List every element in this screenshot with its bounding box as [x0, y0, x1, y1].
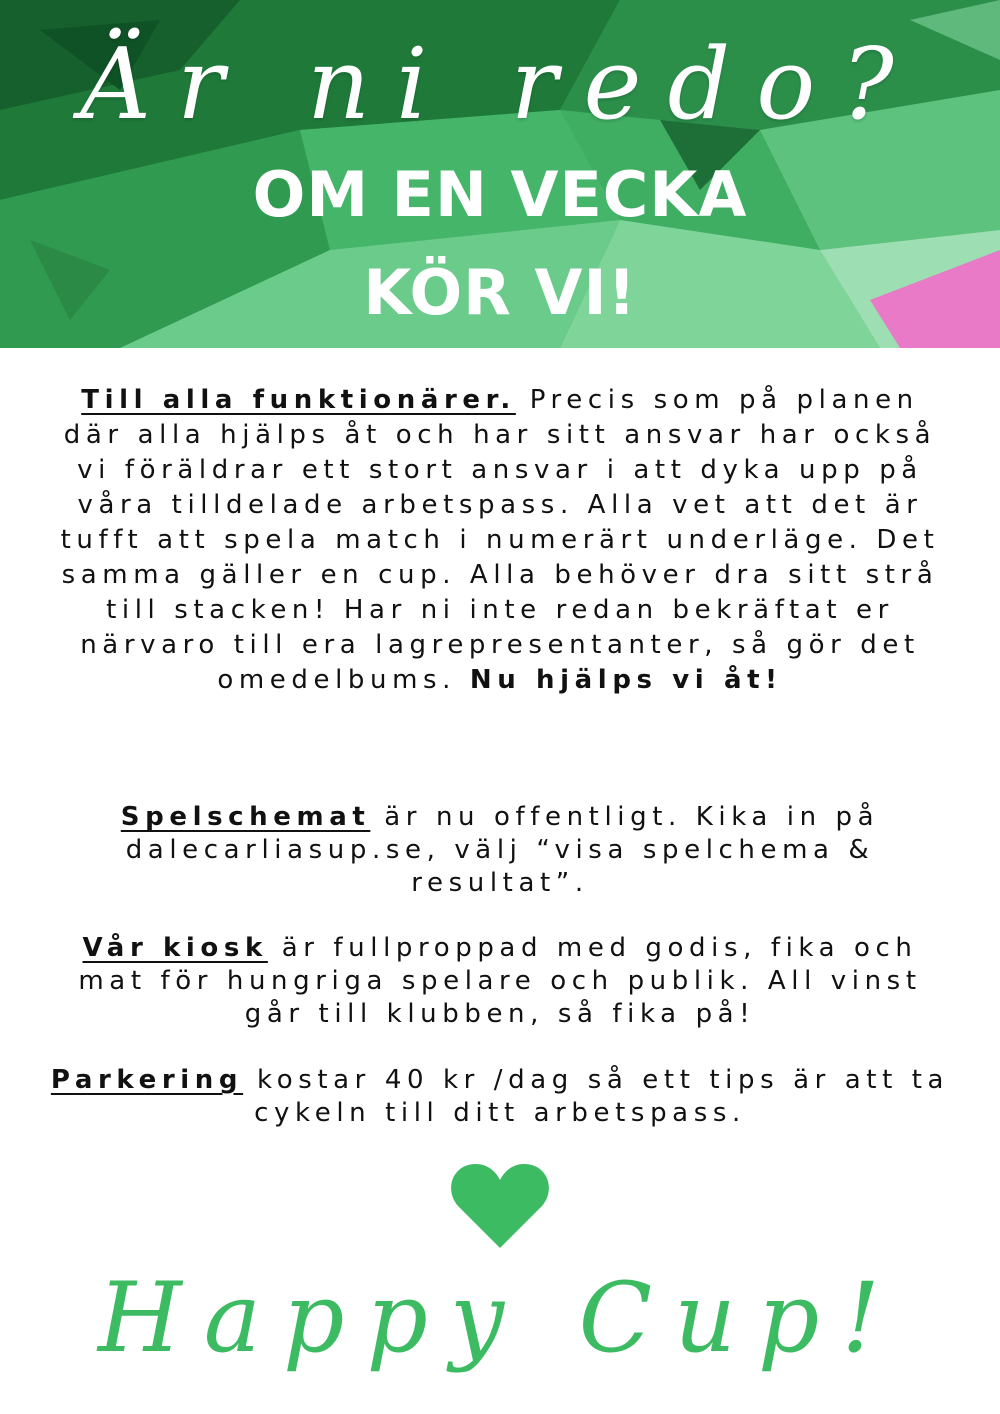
paragraph-heading: Till alla funktionärer. — [81, 385, 516, 415]
paragraph-heading: Spelschemat — [120, 802, 371, 832]
header-banner — [0, 0, 1000, 348]
paragraph-text: är fullproppad med godis, fika och mat för hungriga spelare och publik. All vinst går till klubben, så fika på! — [78, 933, 922, 1029]
footer-script: Happy Cup! — [98, 1262, 902, 1374]
paragraph-heading: Parkering — [50, 1065, 244, 1095]
headline-line2: KÖR VI! — [363, 256, 637, 329]
paragraph-text: Precis som på planen där alla hjälps åt och har sitt ansvar har också vi föräldrar ett stort ansvar i att dyka upp på våra tilldelade arbetspass. Alla vet att det är tufft att spela match i numerärt underläge. Det samma gäller en cup. Alla behöver dra sitt strå till stacken! Har ni inte redan bekräftat er närvaro till era lagrepresentanter, så gör det omedelbums. — [60, 385, 940, 695]
paragraph-spelschema — [50, 801, 950, 900]
heart-icon — [449, 1160, 551, 1250]
paragraph-text: är nu offentligt. Kika in på dalecarliasup.se, välj “visa spelchema & resultat”. — [125, 802, 880, 898]
paragraph-funktionarer — [50, 383, 950, 698]
paragraph-text: kostar 40 kr /dag så ett tips är att ta cykeln till ditt arbetspass. — [243, 1065, 950, 1128]
headline-line1: OM EN VECKA — [252, 158, 748, 231]
paragraph-parkering — [50, 1064, 950, 1130]
paragraph-kiosk — [50, 932, 950, 1031]
paragraph-heading: Vår kiosk — [82, 933, 268, 963]
paragraph-closing: Nu hjälps vi åt! — [469, 665, 783, 695]
script-title: Är ni redo? — [80, 28, 920, 142]
